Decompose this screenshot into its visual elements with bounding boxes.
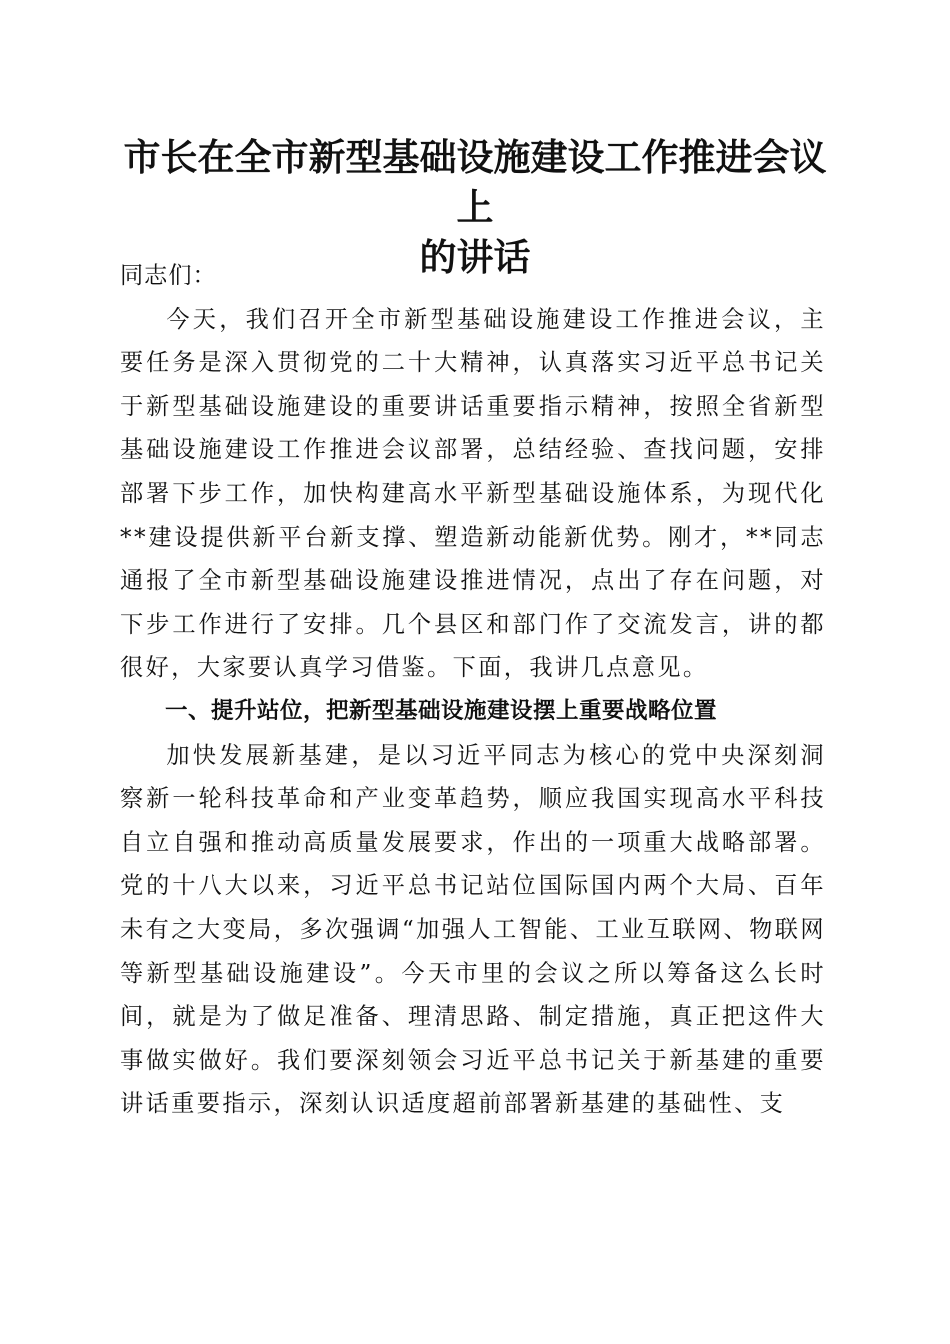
- paragraph-section-1: 加快发展新基建，是以习近平同志为核心的党中央深刻洞察新一轮科技革命和产业变革趋势，顺应我国实现高水平科技自立自强和推动高质量发展要求，作出的一项重大战略部署。党的十八大以来，习近平总书记站位国际国内两个大局、百年未有之大变局，多次强调“加强人工智能、工业互联网、物联网等新型基础设施建设”。今天市里的会议之所以筹备这么长时间，就是为了做足准备、理清思路、制定措施，真正把这件大事做实做好。我们要深刻领会习近平总书记关于新基建的重要讲话重要指示，深刻认识适度超前部署新基建的基础性、支: [120, 741, 826, 1118]
- section-heading-1: 一、提升站位，把新型基础设施建设摆上重要战略位置: [165, 697, 718, 724]
- title-line-1: 市长在全市新型基础设施建设工作推进会议上: [123, 135, 827, 229]
- salutation: 同志们：: [120, 262, 217, 289]
- paragraph-intro: 今天，我们召开全市新型基础设施建设工作推进会议，主要任务是深入贯彻党的二十大精神，认真落实习近平总书记关于新型基础设施建设的重要讲话重要指示精神，按照全省新型基础设施建设工作推进会议部署，总结经验、查找问题，安排部署下步工作，加快构建高水平新型基础设施体系，为现代化**建设提供新平台新支撑、塑造新动能新优势。刚才，**同志通报了全市新型基础设施建设推进情况，点出了存在问题，对下步工作进行了安排。几个县区和部门作了交流发言，讲的都很好，大家要认真学习借鉴。下面，我讲几点意见。: [120, 305, 826, 682]
- title-line-2: 的讲话: [419, 235, 531, 279]
- document-body: [120, 254, 826, 1126]
